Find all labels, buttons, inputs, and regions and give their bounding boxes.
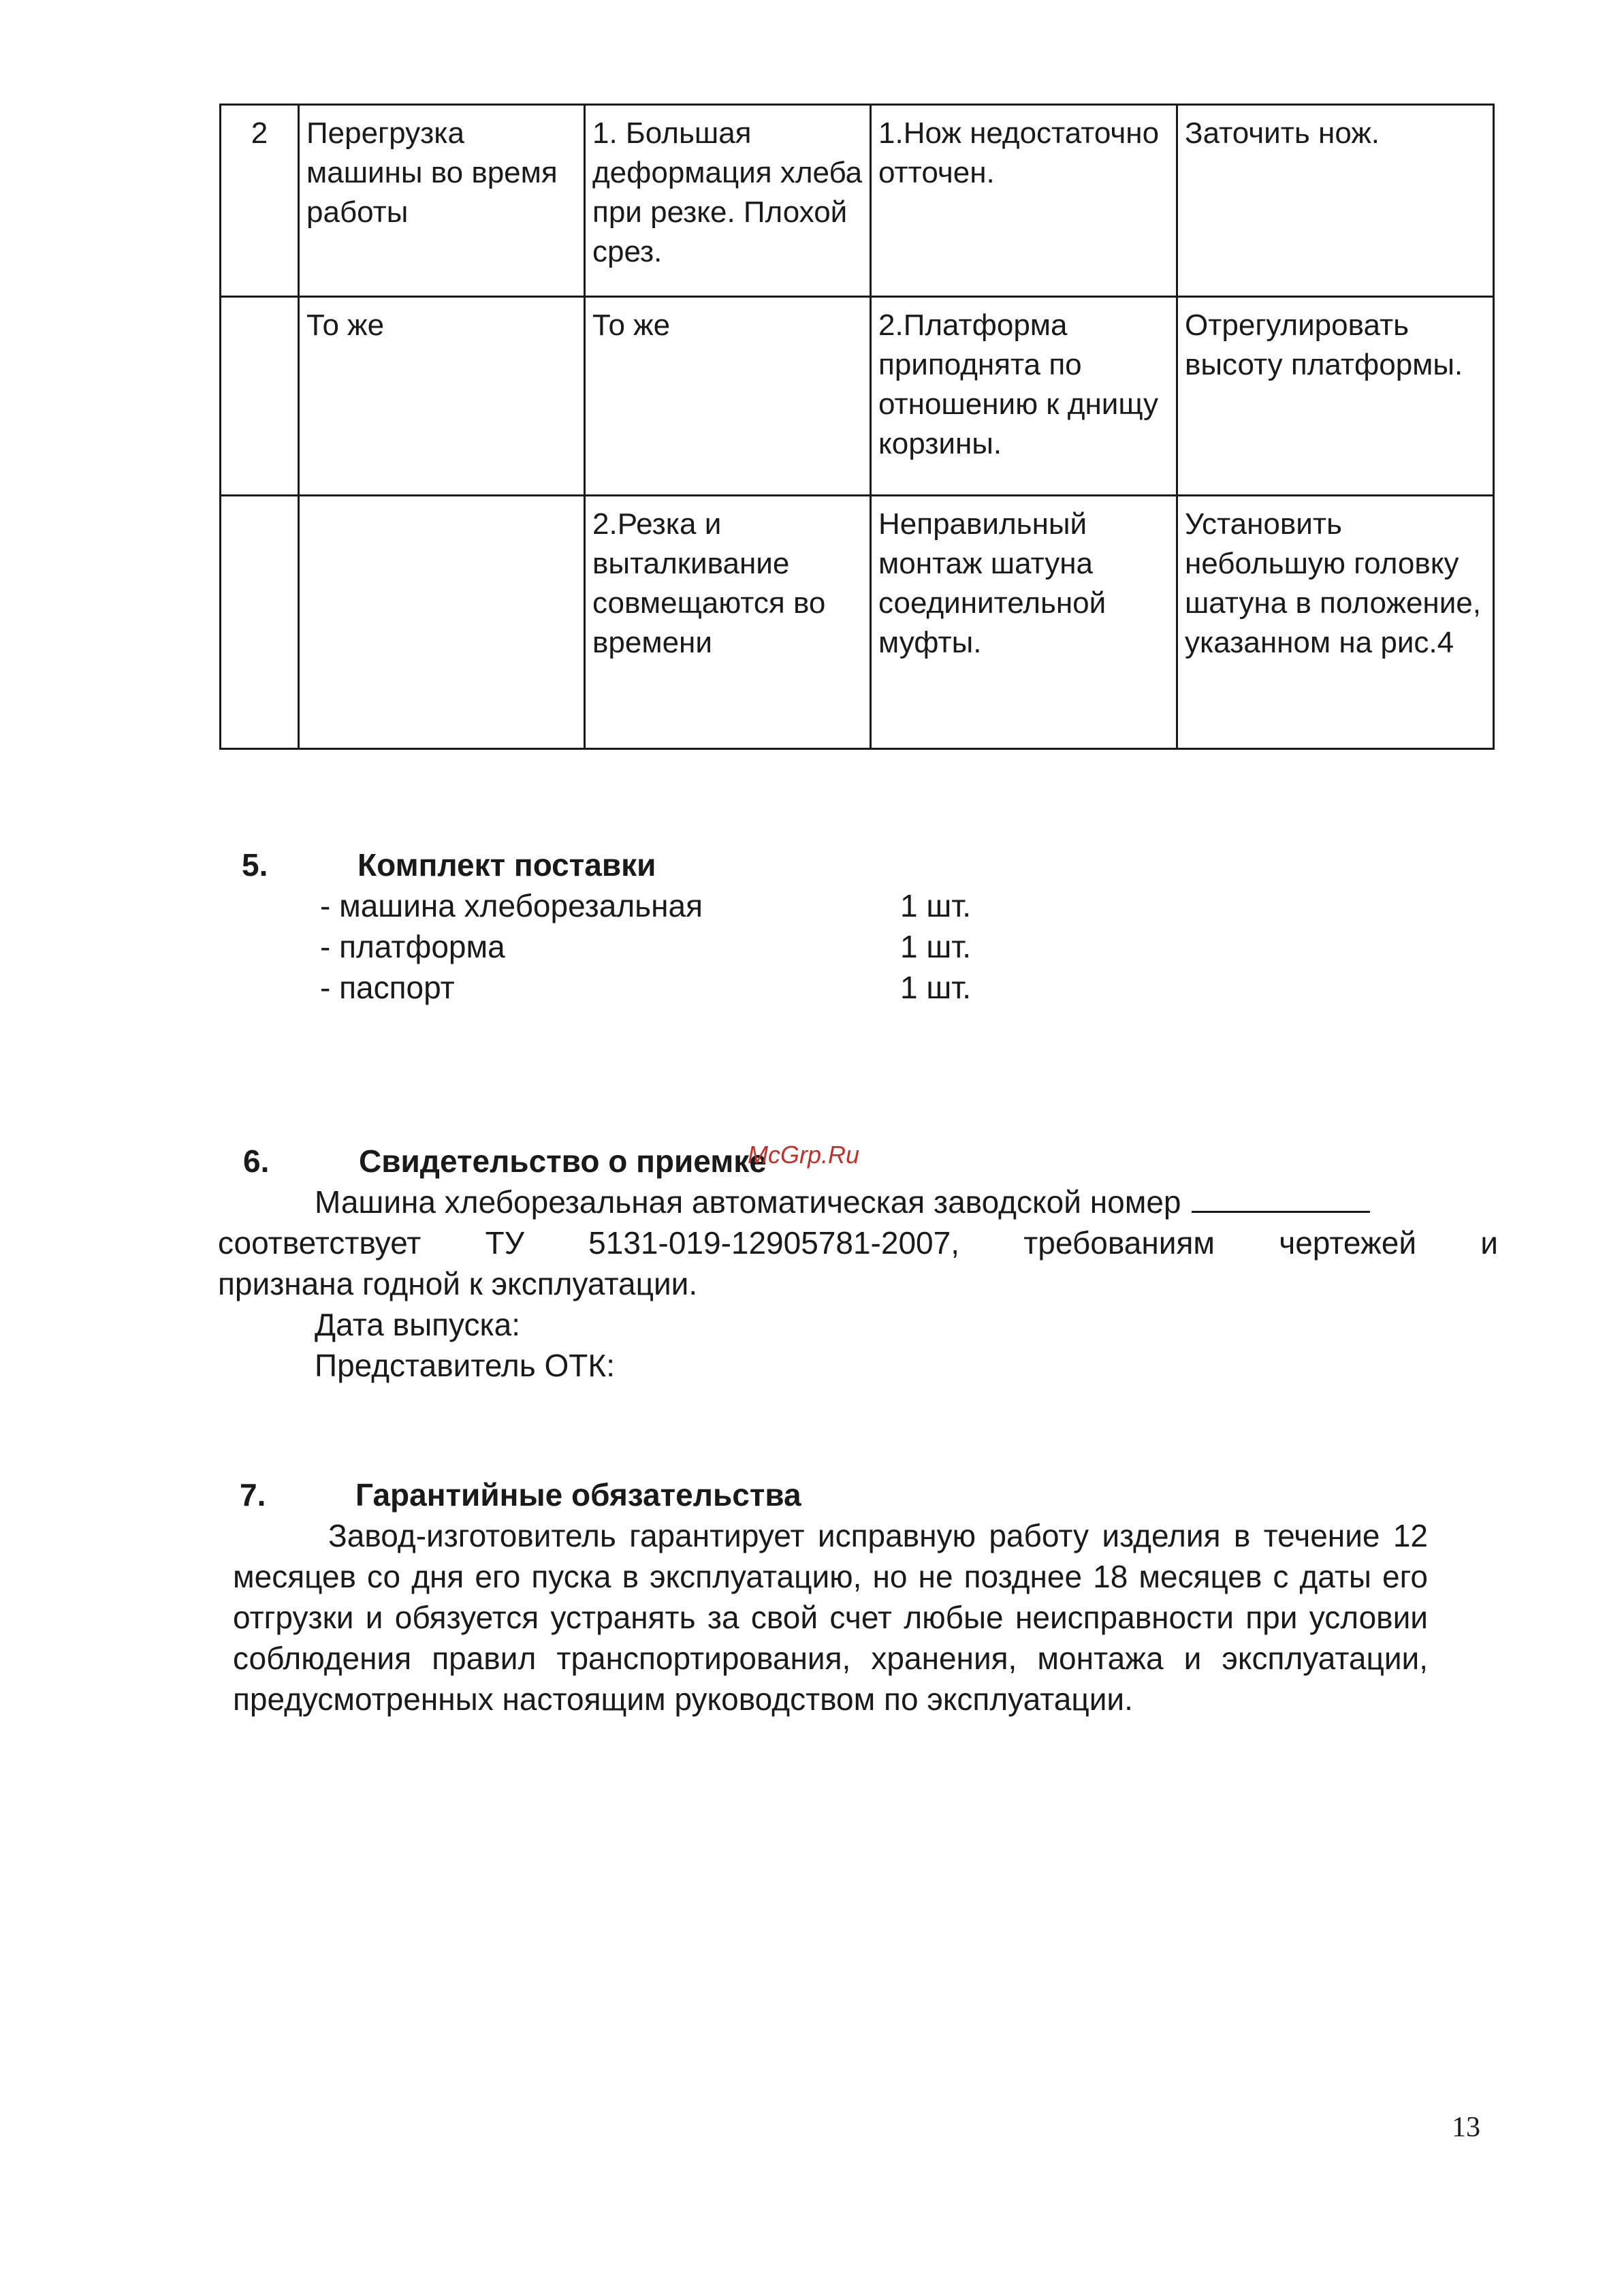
section-number: 6. [243,1143,270,1179]
symptom-cell: 2.Резка и выталкивание совмещаются во времени [585,496,871,749]
acceptance-line-3: признана годной к эксплуатации. [218,1266,698,1301]
list-item [320,926,972,967]
table-row [221,105,1494,297]
item-name: - паспорт [320,970,455,1005]
cause-cell: 2.Платформа приподнята по отношению к днищу корзины. [871,297,1177,496]
section-number: 7. [240,1477,266,1513]
section-title: Свидетельство о приемке [359,1143,767,1179]
qc-representative-label: Представитель ОТК: [315,1348,615,1383]
remedy-cell: Отрегулировать высоту платформы. [1177,297,1494,496]
item-quantity: 1 шт. [900,970,972,1005]
section-5-heading [242,844,656,885]
list-item [320,967,972,1008]
table-row [221,496,1494,749]
serial-number-field [1192,1182,1370,1213]
remedy-cell: Установить небольшую головку шатуна в положение, указанном на рис.4 [1177,496,1494,749]
list-item [320,885,972,926]
cause-cell: Неправильный монтаж шатуна соединительной муфты. [871,496,1177,749]
acceptance-line-2: соответствует ТУ 5131-019-12905781-2007, требованиям чертежей и [218,1225,1498,1261]
item-quantity: 1 шт. [900,929,972,964]
row-number-cell [221,496,299,749]
fault-cell: То же [299,297,585,496]
section-7-heading [240,1474,801,1515]
row-number-cell [221,297,299,496]
watermark: McGrp.Ru [748,1141,860,1169]
table-row [221,297,1494,496]
acceptance-line-1: Машина хлеборезальная автоматическая заводской номер [315,1182,1370,1222]
item-quantity: 1 шт. [900,888,972,923]
symptom-cell: То же [585,297,871,496]
release-date-label: Дата выпуска: [315,1307,521,1342]
remedy-cell: Заточить нож. [1177,105,1494,297]
row-number-cell: 2 [221,105,299,297]
item-name: - платформа [320,929,505,964]
item-name: - машина хлеборезальная [320,888,703,923]
section-title: Гарантийные обязательства [355,1477,801,1513]
section-number: 5. [242,847,268,883]
section-6-heading [243,1141,767,1182]
troubleshooting-table [219,104,1495,750]
section-title: Комплект поставки [357,847,656,883]
warranty-text: Завод-изготовитель гарантирует исправную работу изделия в течение 12 месяцев со дня его пуска в эксплуатацию, но не позднее 18 месяцев с даты его отгрузки и обязуется устранять за свой счет любые неисправности при условии соблюдения правил транспортирования, хранения, монтажа и эксплуатации, предусмотренных настоящим руководством по эксплуатации. [233,1518,1428,1717]
fault-cell [299,496,585,749]
cause-cell: 1.Нож недостаточно отточен. [871,105,1177,297]
symptom-cell: 1. Большая деформация хлеба при резке. Плохой срез. [585,105,871,297]
fault-cell: Перегрузка машины во время работы [299,105,585,297]
page-number: 13 [1452,2112,1480,2143]
